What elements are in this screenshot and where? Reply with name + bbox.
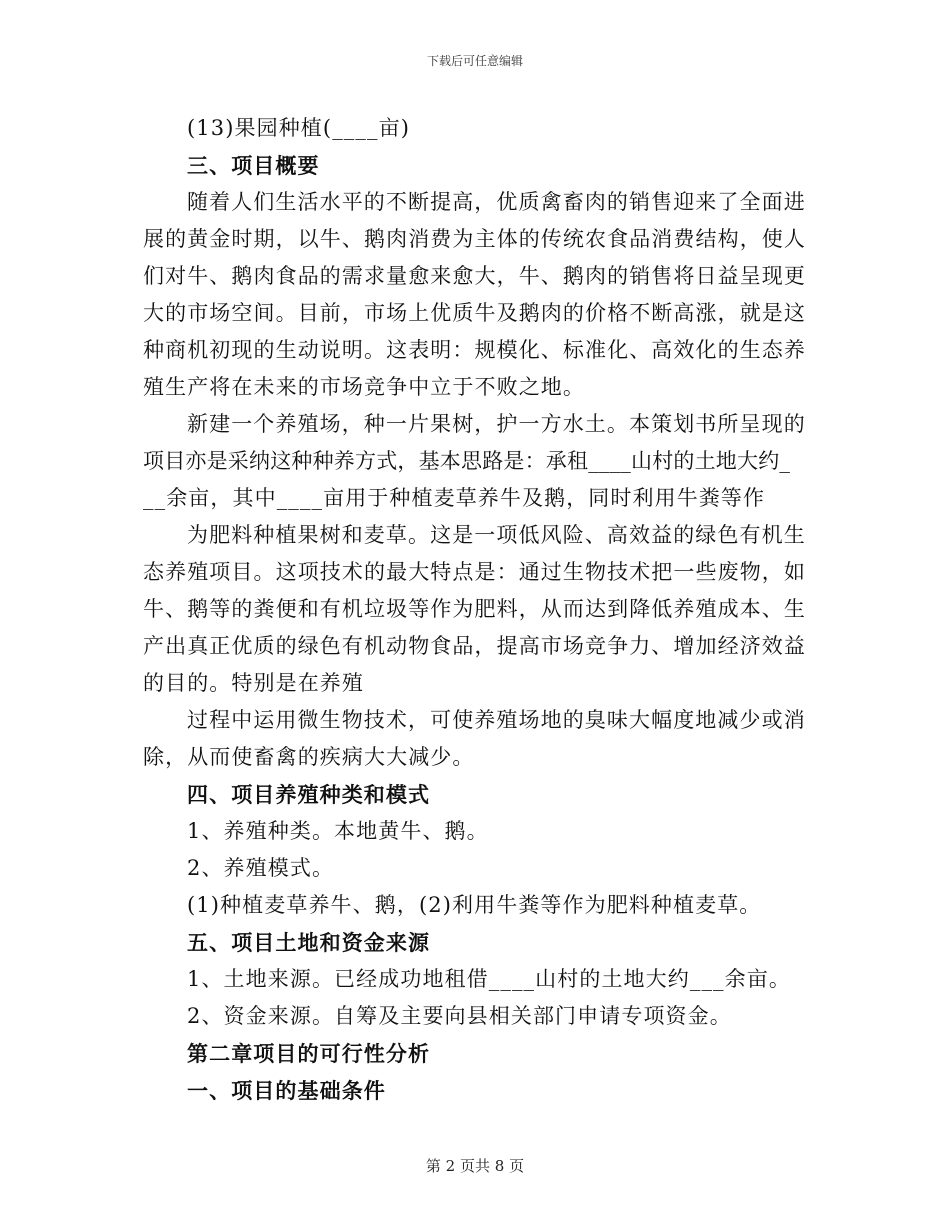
page-footer: 第 2 页共 8 页 — [425, 1157, 525, 1175]
paragraph-line: 过程中运用微生物技术，可使养殖场地的臭味大幅度地减少或消 — [187, 708, 806, 732]
chapter-heading: 第二章项目的可行性分析 — [187, 1041, 431, 1066]
document-body — [143, 110, 813, 1109]
paragraph-line: 态养殖项目。这项技术的最大特点是：通过生物技术把一些废物，如 — [143, 560, 806, 584]
section-heading: 四、项目养殖种类和模式 — [187, 782, 431, 807]
list-item: 1、土地来源。已经成功地租借____山村的土地大约___余亩。 — [187, 967, 791, 991]
page-header: 下载后可任意编辑 — [426, 54, 523, 68]
paragraph-line: 殖生产将在未来的市场竞争中立于不败之地。 — [143, 375, 585, 399]
paragraph-line: 随着人们生活水平的不断提高，优质禽畜肉的销售迎来了全面进 — [187, 190, 806, 214]
paragraph-line: 的目的。特别是在养殖 — [143, 671, 364, 695]
paragraph-line: 新建一个养殖场，种一片果树，护一方水土。本策划书所呈现的 — [187, 412, 806, 436]
paragraph-line: 除，从而使畜禽的疾病大大减少。 — [143, 745, 475, 769]
section-heading: 一、项目的基础条件 — [187, 1078, 386, 1103]
list-item: 2、养殖模式。 — [187, 856, 335, 880]
section-heading: 三、项目概要 — [187, 153, 320, 178]
paragraph-line: 为肥料种植果树和麦草。这是一项低风险、高效益的绿色有机生 — [187, 523, 806, 547]
paragraph-line: 们对牛、鹅肉食品的需求量愈来愈大，牛、鹅肉的销售将日益呈现更 — [143, 264, 806, 288]
list-item: (1)种植麦草养牛、鹅，(2)利用牛粪等作为肥料种植麦草。 — [187, 893, 762, 917]
paragraph-line: 展的黄金时期，以牛、鹅肉消费为主体的传统农食品消费结构，使人 — [143, 227, 806, 251]
paragraph-line: __余亩，其中____亩用于种植麦草养牛及鹅，同时利用牛粪等作 — [143, 486, 766, 510]
list-item: 1、养殖种类。本地黄牛、鹅。 — [187, 819, 489, 843]
paragraph-line: 种商机初现的生动说明。这表明：规模化、标准化、高效化的生态养 — [143, 338, 806, 362]
section-heading: 五、项目土地和资金来源 — [187, 930, 431, 955]
paragraph-line: 牛、鹅等的粪便和有机垃圾等作为肥料，从而达到降低养殖成本、生 — [143, 597, 806, 621]
paragraph-line: 项目亦是采纳这种种养方式，基本思路是：承租____山村的土地大约_ — [143, 449, 791, 473]
list-item: 2、资金来源。自筹及主要向县相关部门申请专项资金。 — [187, 1004, 732, 1028]
paragraph-line: 大的市场空间。目前，市场上优质牛及鹅肉的价格不断高涨，就是这 — [143, 301, 806, 325]
text-line: (13)果园种植(____亩) — [187, 116, 410, 140]
paragraph-line: 产出真正优质的绿色有机动物食品，提高市场竞争力、增加经济效益 — [143, 634, 806, 658]
